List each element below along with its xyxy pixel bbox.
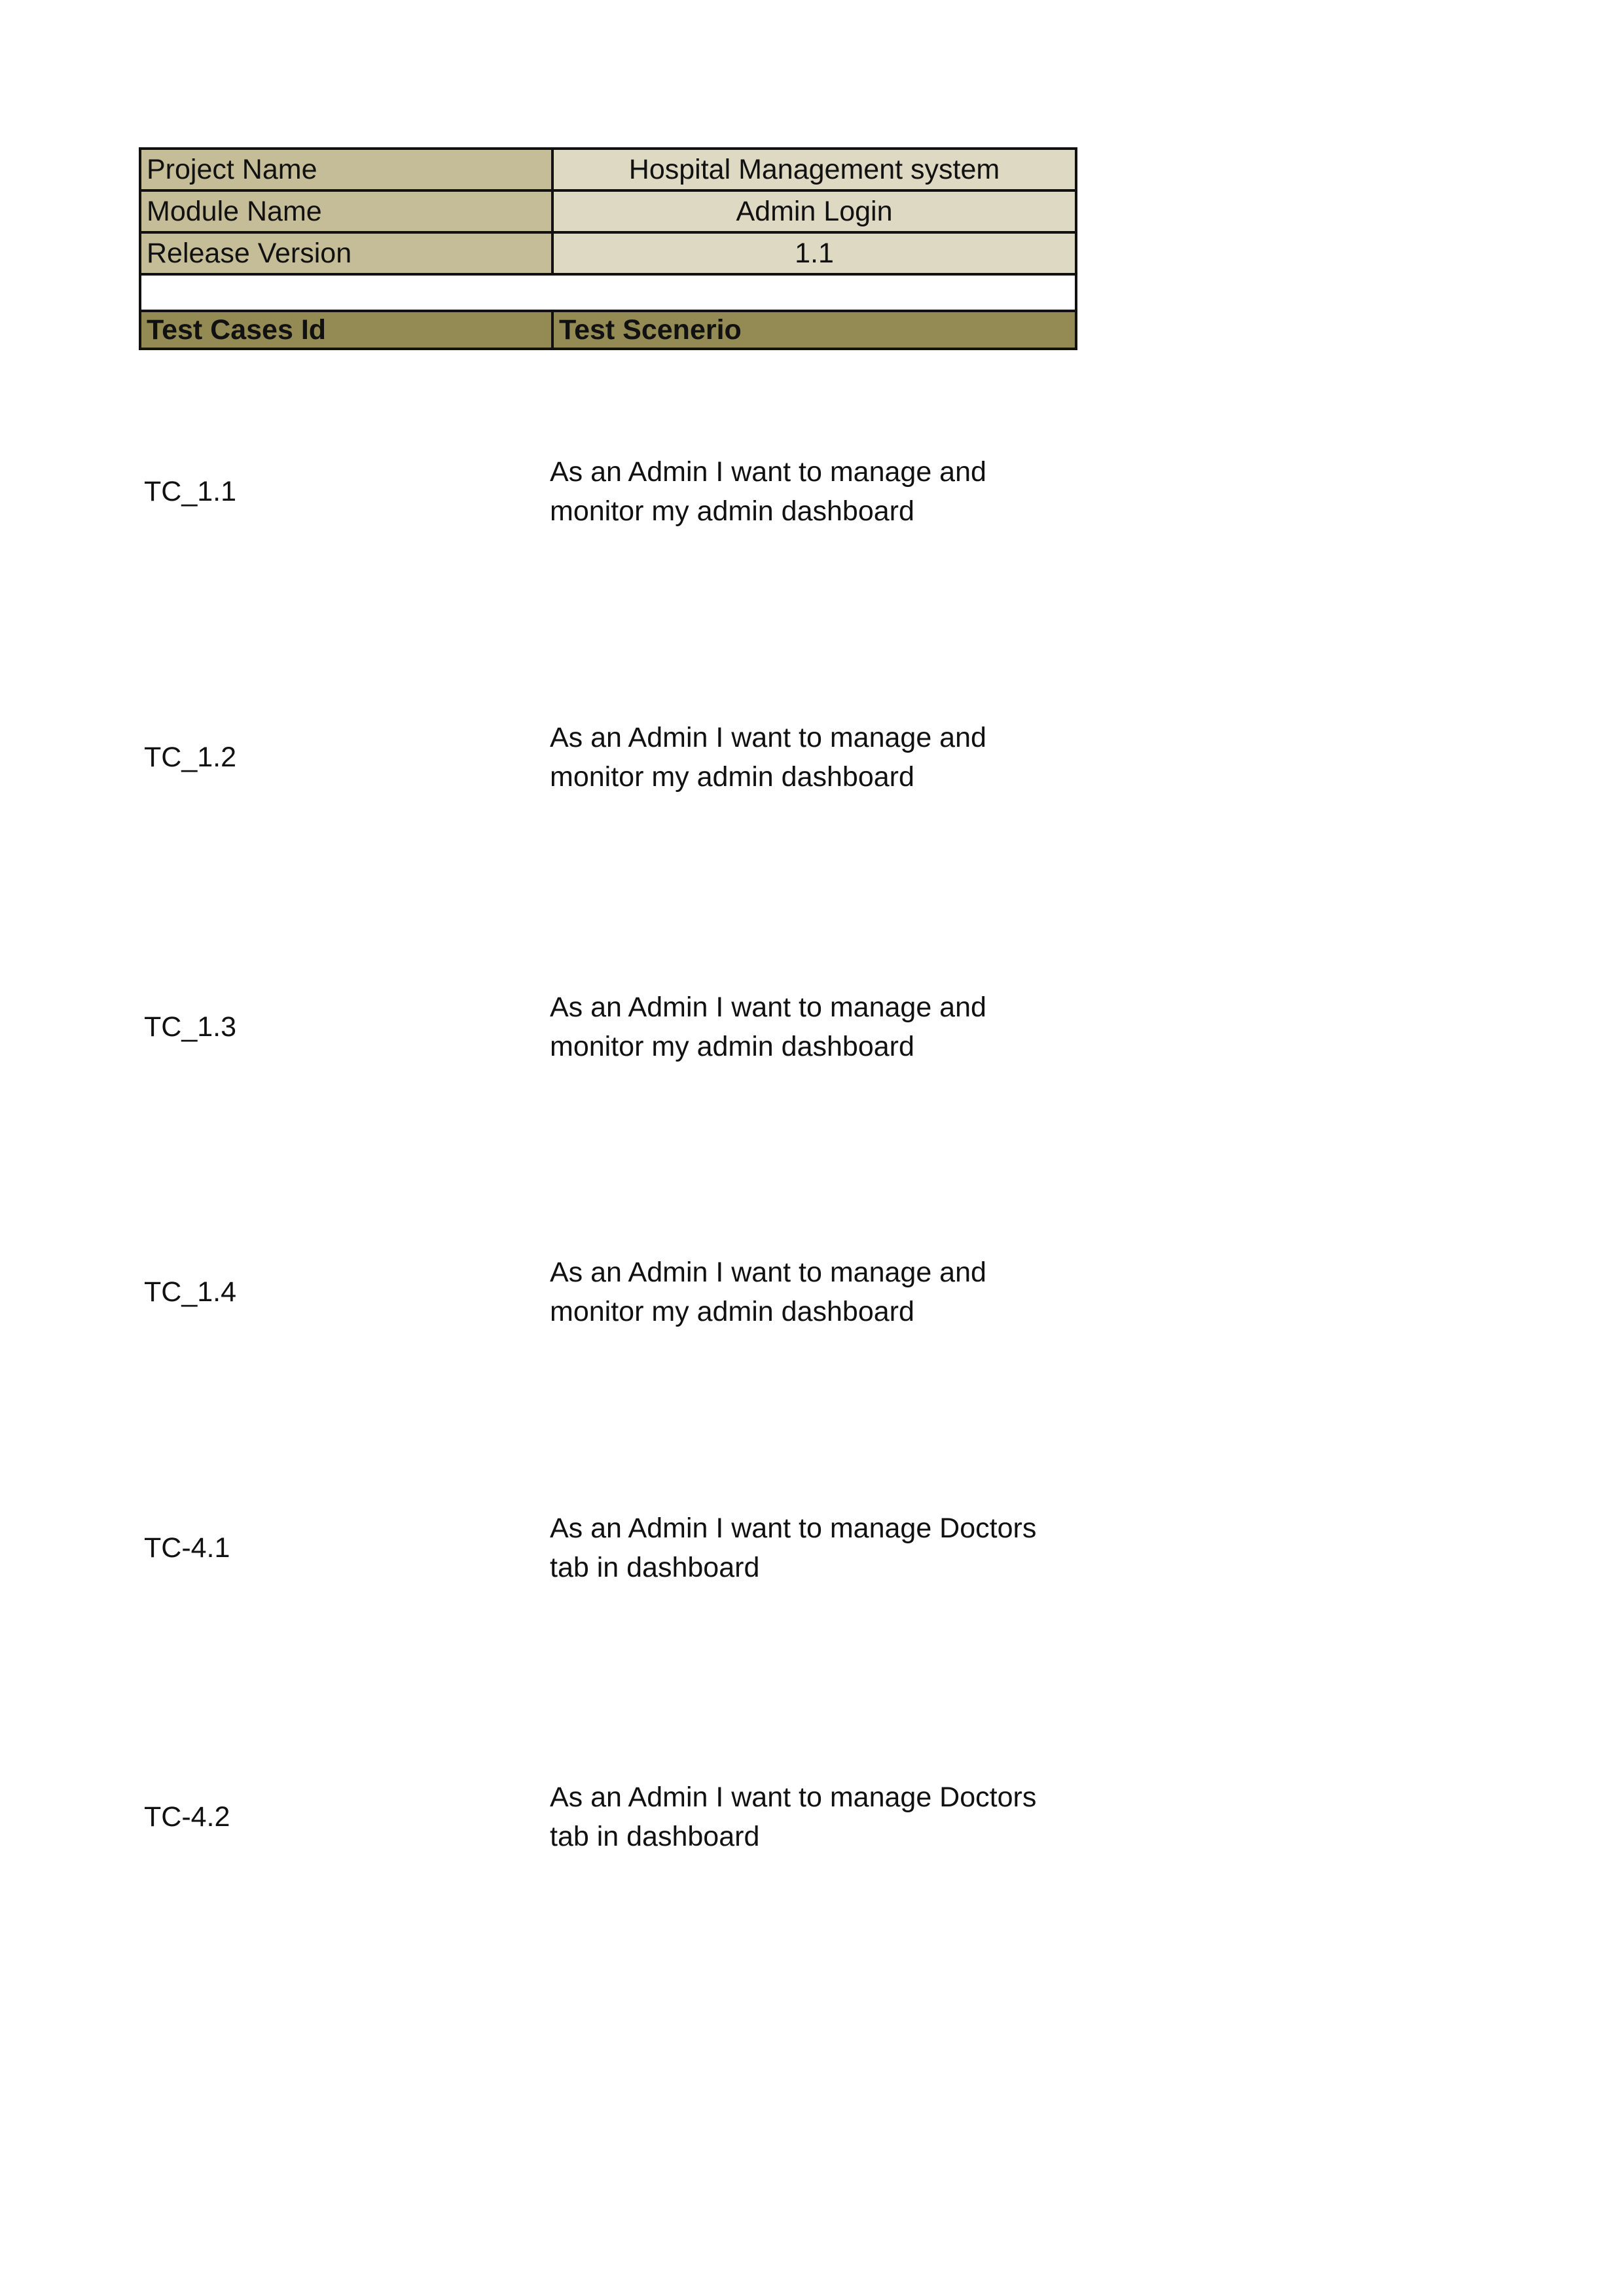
- module-name-row: [140, 190, 1076, 232]
- test-case-row: [139, 1509, 1064, 1587]
- module-name-label: Module Name: [140, 190, 552, 232]
- test-case-scenario: As an Admin I want to manage and monitor my admin dashboard: [550, 992, 986, 1062]
- project-name-row: [140, 149, 1076, 190]
- test-case-id: TC_1.4: [144, 1276, 237, 1308]
- release-version-value: 1.1: [552, 232, 1076, 274]
- release-version-row: [140, 232, 1076, 274]
- test-case-scenario: As an Admin I want to manage and monitor my admin dashboard: [550, 1257, 986, 1327]
- test-case-id: TC-4.2: [144, 1801, 230, 1833]
- test-case-id: TC_1.1: [144, 476, 237, 507]
- test-case-scenario: As an Admin I want to manage and monitor my admin dashboard: [550, 456, 986, 527]
- release-version-label: Release Version: [140, 232, 552, 274]
- test-case-row: [139, 1778, 1064, 1856]
- test-case-id-header: Test Cases Id: [140, 311, 552, 349]
- spacer-row: [140, 274, 1076, 311]
- spacer-cell: [140, 274, 1076, 311]
- test-scenario-header: Test Scenerio: [552, 311, 1076, 349]
- test-case-scenario: As an Admin I want to manage Doctors tab in dashboard: [550, 1782, 1037, 1852]
- test-case-scenario: As an Admin I want to manage and monitor my admin dashboard: [550, 722, 986, 793]
- test-case-id: TC_1.3: [144, 1011, 237, 1043]
- project-name-value: Hospital Management system: [552, 149, 1076, 190]
- test-case-row: [139, 988, 1064, 1066]
- test-case-id: TC-4.1: [144, 1532, 230, 1564]
- project-info-table: [139, 147, 1077, 350]
- test-case-row: [139, 718, 1064, 797]
- module-name-value: Admin Login: [552, 190, 1076, 232]
- test-case-id: TC_1.2: [144, 742, 237, 773]
- test-case-scenario: As an Admin I want to manage Doctors tab in dashboard: [550, 1513, 1037, 1583]
- test-case-row: [139, 452, 1064, 531]
- project-name-label: Project Name: [140, 149, 552, 190]
- test-case-row: [139, 1253, 1064, 1331]
- column-header-row: [140, 311, 1076, 349]
